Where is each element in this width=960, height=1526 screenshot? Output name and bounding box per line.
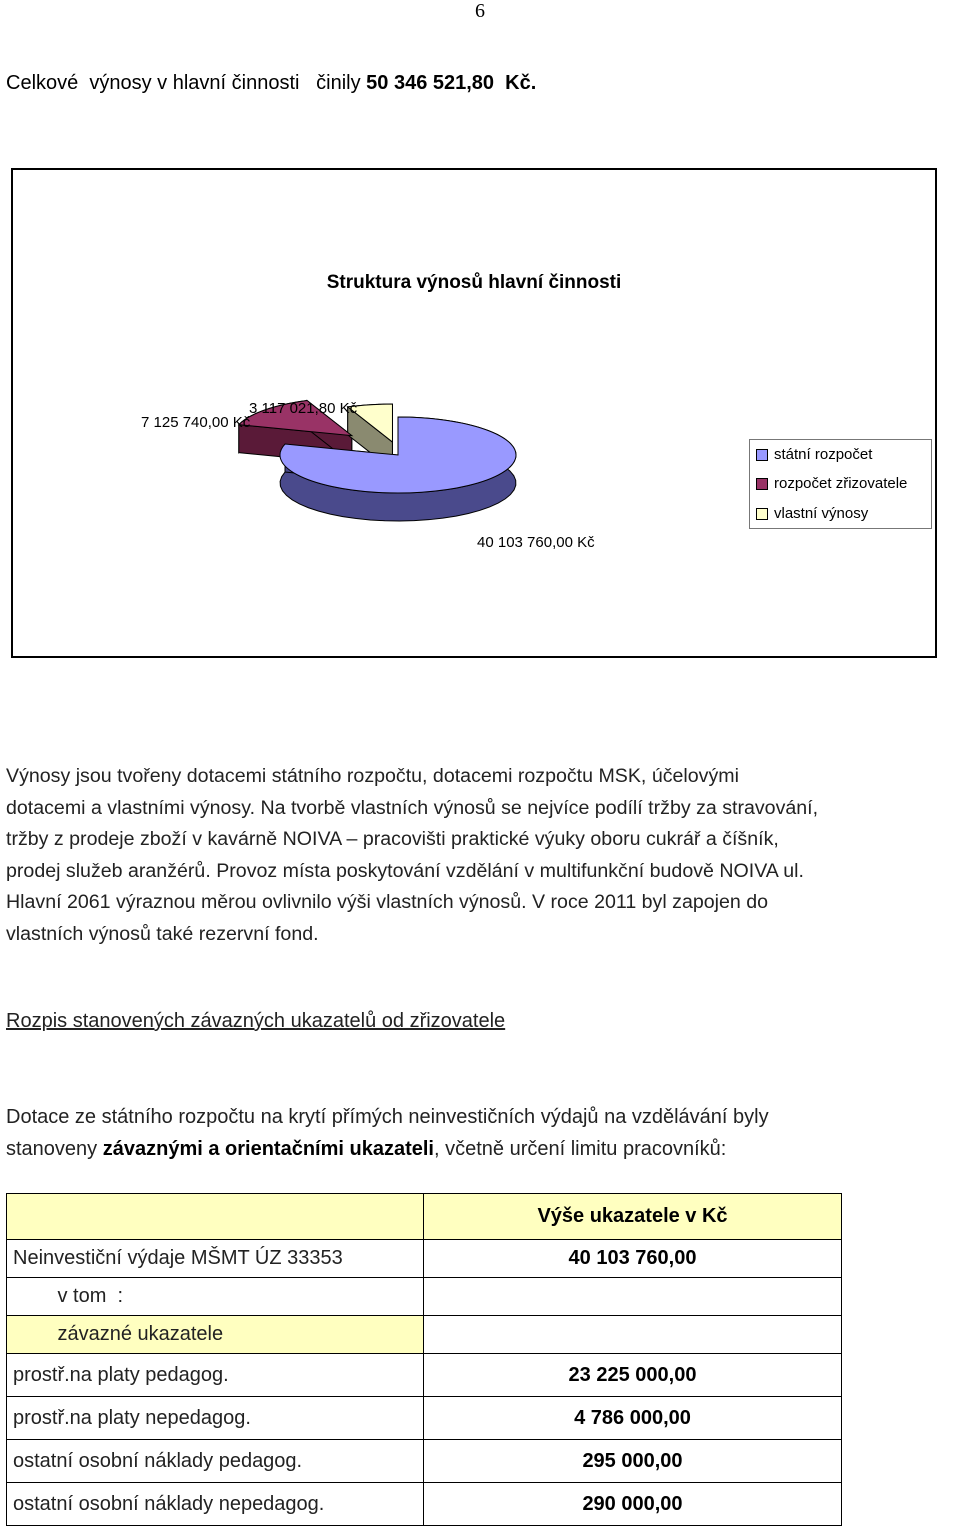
section-heading: Rozpis stanovených závazných ukazatelů od zřizovatele <box>6 1010 506 1032</box>
subsidy-description <box>6 1101 956 1165</box>
legend-swatch <box>756 449 768 461</box>
paragraph-line: prodej služeb aranžérů. Provoz místa poskytování vzdělání v multifunkční budově NOIVA ul. <box>6 859 804 882</box>
legend-item <box>756 505 868 522</box>
table-row <box>7 1440 842 1483</box>
table-row <box>7 1483 842 1526</box>
pie-label-state: 40 103 760,00 Kč <box>477 534 595 551</box>
paragraph-line: Výnosy jsou tvořeny dotacemi státního rozpočtu, dotacemi rozpočtu MSK, účelovými <box>6 765 739 787</box>
legend-swatch <box>756 478 768 490</box>
row-value: 40 103 760,00 <box>424 1240 842 1278</box>
paragraph-line: vlastních výnosů také rezervní fond. <box>6 922 319 945</box>
row-label: prostř.na platy nepedagog. <box>7 1397 424 1440</box>
table-row <box>7 1316 842 1354</box>
row-value: 295 000,00 <box>424 1440 842 1483</box>
summary-amount: 50 346 521,80 Kč. <box>366 72 537 94</box>
revenue-summary <box>6 72 536 95</box>
table-row <box>7 1354 842 1397</box>
summary-text: Celkové výnosy v hlavní činnosti činily <box>6 72 367 94</box>
legend-label: vlastní výnosy <box>774 505 869 522</box>
paragraph-line: Dotace ze státního rozpočtu na krytí přímých neinvestičních výdajů na vzdělávání byly <box>6 1106 769 1128</box>
row-value: 4 786 000,00 <box>424 1397 842 1440</box>
bold-text: závaznými a orientačními ukazateli <box>102 1138 434 1160</box>
legend-label: státní rozpočet <box>774 446 873 463</box>
pie-label-own: 3 117 021,80 Kč <box>249 400 358 417</box>
row-value: 23 225 000,00 <box>424 1354 842 1397</box>
legend-label: rozpočet zřizovatele <box>774 475 908 492</box>
paragraph-line <box>6 1133 956 1165</box>
text-span: stanoveny <box>6 1138 103 1160</box>
chart-legend <box>749 439 932 529</box>
row-label: ostatní osobní náklady nepedagog. <box>7 1483 424 1526</box>
legend-swatch <box>756 508 768 520</box>
table-header-empty <box>7 1194 424 1240</box>
revenue-description <box>6 761 956 950</box>
row-label: prostř.na platy pedagog. <box>7 1354 424 1397</box>
row-label: ostatní osobní náklady pedagog. <box>7 1440 424 1483</box>
paragraph-line: dotacemi a vlastními výnosy. Na tvorbě vlastních výnosů se nejvíce podílí tržby za stravování, <box>6 796 819 819</box>
table-header-value: Výše ukazatele v Kč <box>424 1194 842 1240</box>
text-span: , včetně určení limitu pracovníků: <box>433 1138 727 1160</box>
legend-item <box>756 446 872 463</box>
row-value <box>424 1316 842 1354</box>
row-label: v tom : <box>7 1278 424 1316</box>
paragraph-line: Hlavní 2061 výraznou měrou ovlivnilo výši vlastních výnosů. V roce 2011 byl zapojen do <box>6 891 769 913</box>
page-number: 6 <box>475 0 485 22</box>
chart-title: Struktura výnosů hlavní činnosti <box>326 272 622 293</box>
paragraph-line: tržby z prodeje zboží v kavárně NOIVA – pracovišti praktické výuky oboru cukrář a číšník, <box>6 828 779 850</box>
row-label: závazné ukazatele <box>7 1316 424 1354</box>
table-header-row <box>7 1194 842 1240</box>
indicator-table <box>6 1193 842 1526</box>
table-row <box>7 1240 842 1278</box>
table-row <box>7 1397 842 1440</box>
row-label: Neinvestiční výdaje MŠMT ÚZ 33353 <box>7 1240 424 1278</box>
row-value: 290 000,00 <box>424 1483 842 1526</box>
row-value <box>424 1278 842 1316</box>
table-row <box>7 1278 842 1316</box>
pie-label-msk: 7 125 740,00 Kč <box>141 414 251 431</box>
legend-item <box>756 475 907 492</box>
